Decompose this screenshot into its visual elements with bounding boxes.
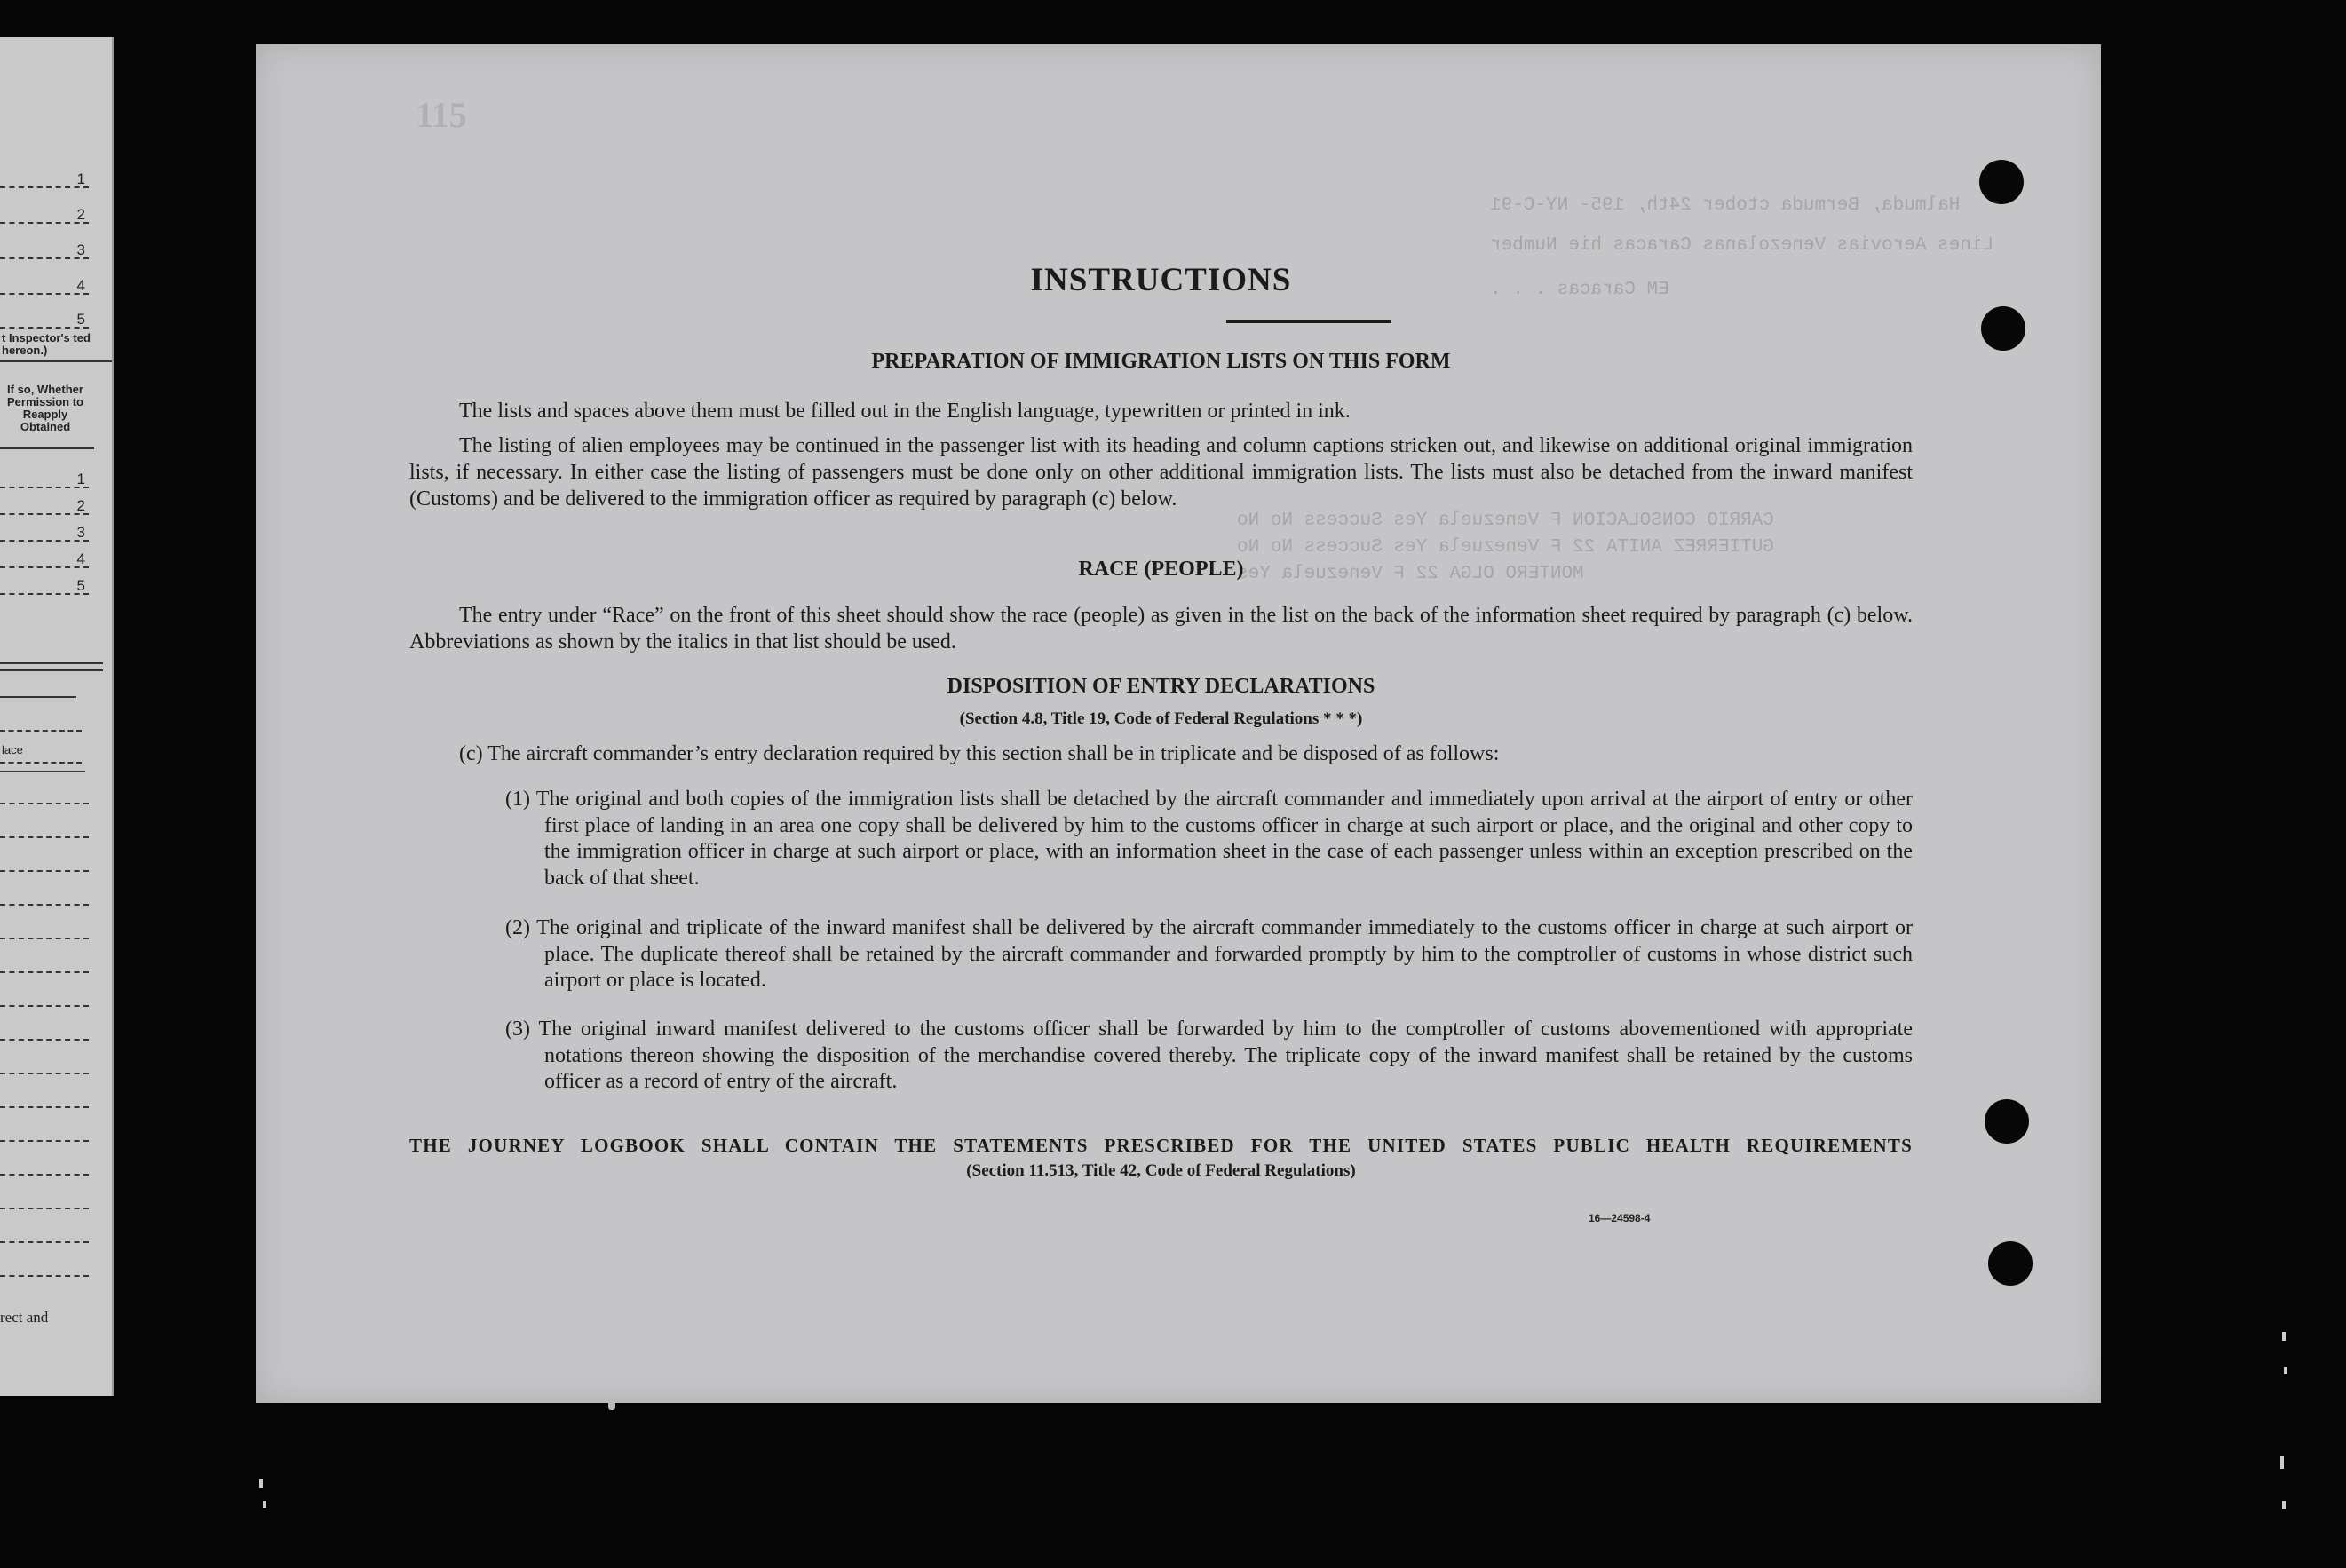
- dotted-line: [0, 1174, 89, 1176]
- scan-speck: [608, 1401, 615, 1410]
- paragraph: The lists and spaces above them must be filled out in the English language, typewritten or printed in ink.: [459, 400, 1351, 423]
- punch-hole: [1979, 160, 2024, 204]
- scan-speck: [2282, 1501, 2286, 1509]
- dotted-line: [0, 540, 89, 542]
- dotted-line: [0, 1241, 89, 1243]
- bleed-text: Lines Aerovias Venezolanas Caracas hie Number: [1490, 235, 1994, 256]
- paragraph-c: (c) The aircraft commander’s entry declaration required by this section shall be in triplicate and be disposed of as follows:: [459, 742, 1500, 765]
- dotted-line: [0, 513, 89, 515]
- section-heading-disposition: DISPOSITION OF ENTRY DECLARATIONS: [947, 675, 1375, 698]
- dotted-line: [0, 1005, 89, 1007]
- divider: [0, 360, 112, 362]
- dotted-line: [0, 222, 89, 224]
- divider: [0, 771, 85, 772]
- divider: [0, 696, 76, 698]
- footer-statement: THE JOURNEY LOGBOOK SHALL CONTAIN THE STATEMENTS PRESCRIBED FOR THE UNITED STATES PUBLIC HEALTH REQUIREMENTS: [409, 1135, 1913, 1156]
- divider: [0, 669, 103, 671]
- footer-citation: (Section 11.513, Title 42, Code of Federal Regulations): [966, 1161, 1356, 1180]
- dotted-line: [0, 870, 89, 872]
- dotted-line: [0, 257, 89, 259]
- dotted-line: [0, 1073, 89, 1074]
- dotted-line: [0, 186, 89, 188]
- dotted-line: [0, 1275, 89, 1277]
- bleed-text: GUTIERREZ ANITA 22 F Venezuela Yes Success No No: [1237, 537, 1774, 558]
- punch-hole: [1985, 1099, 2029, 1144]
- divider: [0, 447, 94, 449]
- row-number: 4: [76, 277, 85, 294]
- dotted-line: [0, 904, 89, 906]
- list-item: (3) The original inward manifest delivered to the customs officer shall be forwarded by him to the comptroller of customs abovementioned with appropriate notations thereon showing the disposition of the merchandise covered thereby. The triplicate copy of the inward manifest shall be retained by the customs officer as a record of entry of the aircraft.: [505, 1018, 1913, 1093]
- dotted-line: [0, 566, 89, 568]
- dotted-line: [0, 1140, 89, 1142]
- paragraph: The listing of alien employees may be continued in the passenger list with its heading and column captions stricken out, and likewise on additional original immigration lists, if necessary. In either case the listing of passengers must be done only on other additional immigration lists. The lists must also be detached from the inward manifest (Customs) and be delivered to the immigration officer as required by paragraph (c) below.: [409, 434, 1913, 511]
- instruction-sheet: [256, 44, 2101, 1403]
- reapply-note: If so, Whether Permission to Reapply Obtained: [7, 383, 83, 433]
- form-number: 16—24598-4: [1589, 1212, 1651, 1224]
- paragraph: The entry under “Race” on the front of this sheet should show the race (people) as given in the list on the back of the information sheet required by paragraph (c) below. Abbreviations as shown by the italics in that list should be used.: [409, 604, 1913, 653]
- scan-speck: [259, 1479, 263, 1488]
- dotted-line: [0, 293, 89, 295]
- title-underline: [1226, 320, 1391, 323]
- row-number: 3: [76, 242, 85, 258]
- section-citation: (Section 4.8, Title 19, Code of Federal Regulations * * *): [959, 709, 1363, 728]
- dotted-line: [0, 327, 89, 329]
- section-heading-race: RACE (PEOPLE): [1078, 558, 1244, 581]
- row-number: 1: [76, 471, 85, 487]
- dotted-line: [0, 836, 89, 838]
- bleed-page-number: 115: [416, 95, 467, 135]
- dotted-line: [0, 938, 89, 939]
- scan-speck: [263, 1501, 266, 1508]
- divider: [0, 662, 103, 664]
- dotted-line: [0, 803, 89, 804]
- document-title: INSTRUCTIONS: [1030, 262, 1292, 298]
- list-item: (2) The original and triplicate of the inward manifest shall be delivered by the aircraft commander immediately to the customs officer in charge at such airport or place. The duplicate thereof shall be retained by the aircraft commander and forwarded promptly by him to the comptroller of customs in whose district such airport or place is located.: [505, 916, 1913, 992]
- list-item: (1) The original and both copies of the immigration lists shall be detached by the aircraft commander and immediately upon arrival at the airport of entry or other first place of landing in an area one copy shall be delivered by him to the customs officer in charge at such airport or place, and the original and other copy to the immigration officer in charge at such airport or place, with an information sheet in the case of each passenger unless within an exception prescribed on the back of that sheet.: [505, 788, 1913, 890]
- cut-text: rect and: [0, 1309, 49, 1326]
- scan-speck: [2280, 1456, 2284, 1469]
- punch-hole: [1981, 306, 2025, 351]
- row-number: 2: [76, 206, 85, 223]
- row-number: 1: [76, 170, 85, 187]
- dotted-line: [0, 1208, 89, 1209]
- instructions-content: [409, 44, 1913, 1287]
- bleed-text: MONTERO OLGA 22 F Venezuela Yes: [1237, 564, 1584, 584]
- section-heading-preparation: PREPARATION OF IMMIGRATION LISTS ON THIS FORM: [871, 350, 1451, 373]
- row-number: 4: [76, 550, 85, 567]
- dotted-line: [0, 1106, 89, 1108]
- row-number: 5: [76, 577, 85, 594]
- bleed-text: Halmuda, Bermuda ctober 24th, 195- NY-C-91: [1490, 195, 1961, 216]
- dotted-line: [0, 487, 89, 488]
- scan-speck: [2282, 1332, 2286, 1341]
- scan-speck: [2284, 1367, 2287, 1374]
- dotted-line: [0, 762, 82, 764]
- adjacent-page-strip: [0, 37, 114, 1396]
- dotted-line: [0, 1039, 89, 1041]
- row-number: 2: [76, 497, 85, 514]
- punch-hole: [1988, 1241, 2033, 1286]
- dotted-line: [0, 971, 89, 973]
- bleed-text: CARRIO CONSOLACION F Venezuela Yes Success No No: [1237, 511, 1774, 531]
- lace-label: lace: [2, 743, 23, 756]
- bleed-text: EM Caracas . . .: [1490, 280, 1669, 300]
- dotted-line: [0, 730, 82, 732]
- dotted-line: [0, 593, 89, 595]
- row-number: 3: [76, 524, 85, 541]
- row-number: 5: [76, 311, 85, 328]
- inspector-note: t Inspector's ted hereon.): [2, 331, 91, 357]
